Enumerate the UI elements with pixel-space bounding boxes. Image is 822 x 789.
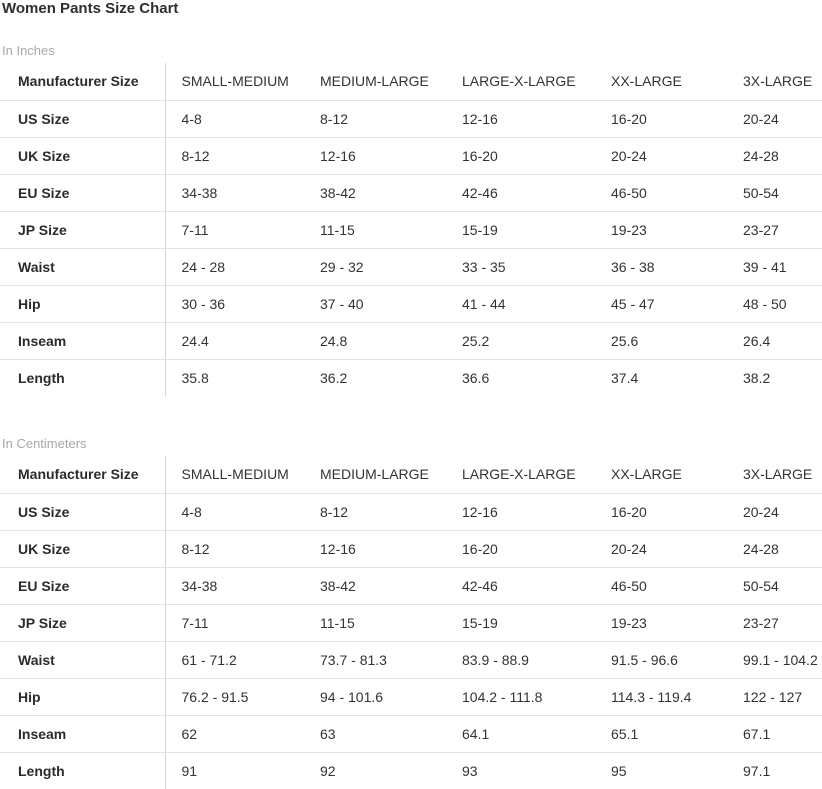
size-name-cell: MEDIUM-LARGE bbox=[304, 456, 446, 493]
table-cell: 20-24 bbox=[595, 137, 727, 174]
table-cell: 38-42 bbox=[304, 174, 446, 211]
manufacturer-size-label: Manufacturer Size bbox=[0, 63, 165, 100]
row-label: Hip bbox=[0, 285, 165, 322]
table-cell: 41 - 44 bbox=[446, 285, 595, 322]
table-cell: 122 - 127 bbox=[727, 678, 822, 715]
table-row bbox=[0, 530, 822, 567]
table-cell: 34-38 bbox=[165, 567, 304, 604]
row-label: Hip bbox=[0, 678, 165, 715]
table-cell: 19-23 bbox=[595, 604, 727, 641]
table-cell: 12-16 bbox=[304, 530, 446, 567]
table-row bbox=[0, 137, 822, 174]
table-cell: 93 bbox=[462, 762, 478, 779]
size-name-cell: SMALL-MEDIUM bbox=[165, 63, 304, 100]
table-cell: 91.5 - 96.6 bbox=[595, 641, 727, 678]
table-cell: 104.2 - 111.8 bbox=[446, 678, 595, 715]
table-cell: 4-8 bbox=[165, 493, 304, 530]
table-cell: 36.6 bbox=[462, 369, 490, 386]
table-cell: 33 - 35 bbox=[446, 248, 595, 285]
table-cell: 15-19 bbox=[446, 604, 595, 641]
row-label: Waist bbox=[0, 248, 165, 285]
table-cell: 45 - 47 bbox=[595, 285, 727, 322]
table-cell: 50-54 bbox=[727, 174, 822, 211]
table-cell: 20-24 bbox=[727, 493, 822, 530]
header-row bbox=[0, 63, 822, 100]
table-row bbox=[0, 322, 822, 359]
table-cell: 16-20 bbox=[595, 493, 727, 530]
header-row bbox=[0, 456, 822, 493]
table-cell: 83.9 - 88.9 bbox=[446, 641, 595, 678]
table-cell: 97.1 bbox=[743, 762, 771, 779]
table-cell: 24.8 bbox=[304, 322, 446, 359]
row-label: Inseam bbox=[0, 322, 165, 359]
manufacturer-size-label: Manufacturer Size bbox=[0, 456, 165, 493]
table-row bbox=[0, 604, 822, 641]
table-cell: 62 bbox=[165, 715, 304, 752]
table-cell: 95 bbox=[611, 762, 627, 779]
table-cell: 7-11 bbox=[165, 211, 304, 248]
row-label: JP Size bbox=[0, 211, 165, 248]
table-cell: 39 - 41 bbox=[727, 248, 822, 285]
table-cell: 38-42 bbox=[304, 567, 446, 604]
table-cell: 36 - 38 bbox=[595, 248, 727, 285]
table-row bbox=[0, 715, 822, 752]
size-name-cell: SMALL-MEDIUM bbox=[165, 456, 304, 493]
row-label: Length bbox=[0, 752, 165, 789]
row-label: JP Size bbox=[0, 604, 165, 641]
table-cell: 114.3 - 119.4 bbox=[595, 678, 727, 715]
size-name-cell: LARGE-X-LARGE bbox=[446, 63, 595, 100]
table-cell: 12-16 bbox=[446, 100, 595, 137]
row-label: Length bbox=[0, 359, 165, 396]
row-label: EU Size bbox=[0, 567, 165, 604]
table-cell: 8-12 bbox=[165, 137, 304, 174]
table-cell: 36.2 bbox=[320, 369, 348, 386]
table-row bbox=[0, 174, 822, 211]
inches-size-table bbox=[0, 63, 822, 396]
table-cell: 99.1 - 104.2 bbox=[727, 641, 822, 678]
table-cell: 8-12 bbox=[165, 530, 304, 567]
table-cell: 12-16 bbox=[446, 493, 595, 530]
table-cell: 24.4 bbox=[165, 322, 304, 359]
table-cell: 61 - 71.2 bbox=[165, 641, 304, 678]
row-label: US Size bbox=[0, 493, 165, 530]
table-cell: 94 - 101.6 bbox=[304, 678, 446, 715]
table-cell: 46-50 bbox=[595, 174, 727, 211]
table-cell: 11-15 bbox=[304, 211, 446, 248]
table-row bbox=[0, 248, 822, 285]
table-cell: 24-28 bbox=[727, 137, 822, 174]
row-label: US Size bbox=[0, 100, 165, 137]
size-name-cell: LARGE-X-LARGE bbox=[446, 456, 595, 493]
table-cell: 92 bbox=[320, 762, 336, 779]
page-title: Women Pants Size Chart bbox=[2, 0, 179, 17]
table-cell: 30 - 36 bbox=[165, 285, 304, 322]
centimeters-caption: In Centimeters bbox=[2, 436, 87, 451]
table-cell: 15-19 bbox=[446, 211, 595, 248]
table-cell: 20-24 bbox=[595, 530, 727, 567]
table-cell: 63 bbox=[304, 715, 446, 752]
table-row bbox=[0, 641, 822, 678]
table-row bbox=[0, 285, 822, 322]
row-label: Inseam bbox=[0, 715, 165, 752]
size-name-cell: XX-LARGE bbox=[595, 63, 727, 100]
table-cell: 8-12 bbox=[304, 493, 446, 530]
table-cell: 4-8 bbox=[165, 100, 304, 137]
table-cell: 42-46 bbox=[446, 174, 595, 211]
size-name-cell: 3X-LARGE bbox=[727, 63, 822, 100]
table-cell: 35.8 bbox=[181, 369, 209, 386]
table-cell: 25.6 bbox=[595, 322, 727, 359]
table-cell: 25.2 bbox=[446, 322, 595, 359]
table-cell: 38.2 bbox=[743, 369, 771, 386]
size-name-cell: XX-LARGE bbox=[595, 456, 727, 493]
table-cell: 67.1 bbox=[727, 715, 822, 752]
table-cell: 23-27 bbox=[727, 211, 822, 248]
table-cell: 26.4 bbox=[727, 322, 822, 359]
table-row bbox=[0, 100, 822, 137]
row-label: EU Size bbox=[0, 174, 165, 211]
table-cell: 16-20 bbox=[446, 137, 595, 174]
row-label: Waist bbox=[0, 641, 165, 678]
size-name-cell: MEDIUM-LARGE bbox=[304, 63, 446, 100]
table-row bbox=[0, 678, 822, 715]
table-cell: 37.4 bbox=[611, 369, 639, 386]
table-cell: 48 - 50 bbox=[727, 285, 822, 322]
table-row bbox=[0, 567, 822, 604]
table-cell: 8-12 bbox=[304, 100, 446, 137]
table-row bbox=[0, 211, 822, 248]
table-cell: 46-50 bbox=[595, 567, 727, 604]
inches-caption: In Inches bbox=[2, 43, 55, 58]
table-cell: 16-20 bbox=[446, 530, 595, 567]
table-cell: 76.2 - 91.5 bbox=[165, 678, 304, 715]
size-name-cell: 3X-LARGE bbox=[727, 456, 822, 493]
table-cell: 65.1 bbox=[595, 715, 727, 752]
table-cell: 23-27 bbox=[727, 604, 822, 641]
table-cell: 64.1 bbox=[446, 715, 595, 752]
table-cell: 16-20 bbox=[595, 100, 727, 137]
table-cell: 37 - 40 bbox=[304, 285, 446, 322]
table-row bbox=[0, 752, 822, 789]
table-row bbox=[0, 493, 822, 530]
table-cell: 24-28 bbox=[727, 530, 822, 567]
table-cell: 42-46 bbox=[446, 567, 595, 604]
table-cell: 7-11 bbox=[165, 604, 304, 641]
table-cell: 24 - 28 bbox=[165, 248, 304, 285]
table-cell: 12-16 bbox=[304, 137, 446, 174]
table-cell: 50-54 bbox=[727, 567, 822, 604]
row-label: UK Size bbox=[0, 137, 165, 174]
table-cell: 19-23 bbox=[595, 211, 727, 248]
table-cell: 73.7 - 81.3 bbox=[304, 641, 446, 678]
table-cell: 34-38 bbox=[165, 174, 304, 211]
centimeters-size-table bbox=[0, 456, 822, 789]
table-cell: 29 - 32 bbox=[304, 248, 446, 285]
table-cell: 91 bbox=[181, 762, 198, 779]
table-cell: 11-15 bbox=[304, 604, 446, 641]
table-row bbox=[0, 359, 822, 396]
row-label: UK Size bbox=[0, 530, 165, 567]
table-cell: 20-24 bbox=[727, 100, 822, 137]
